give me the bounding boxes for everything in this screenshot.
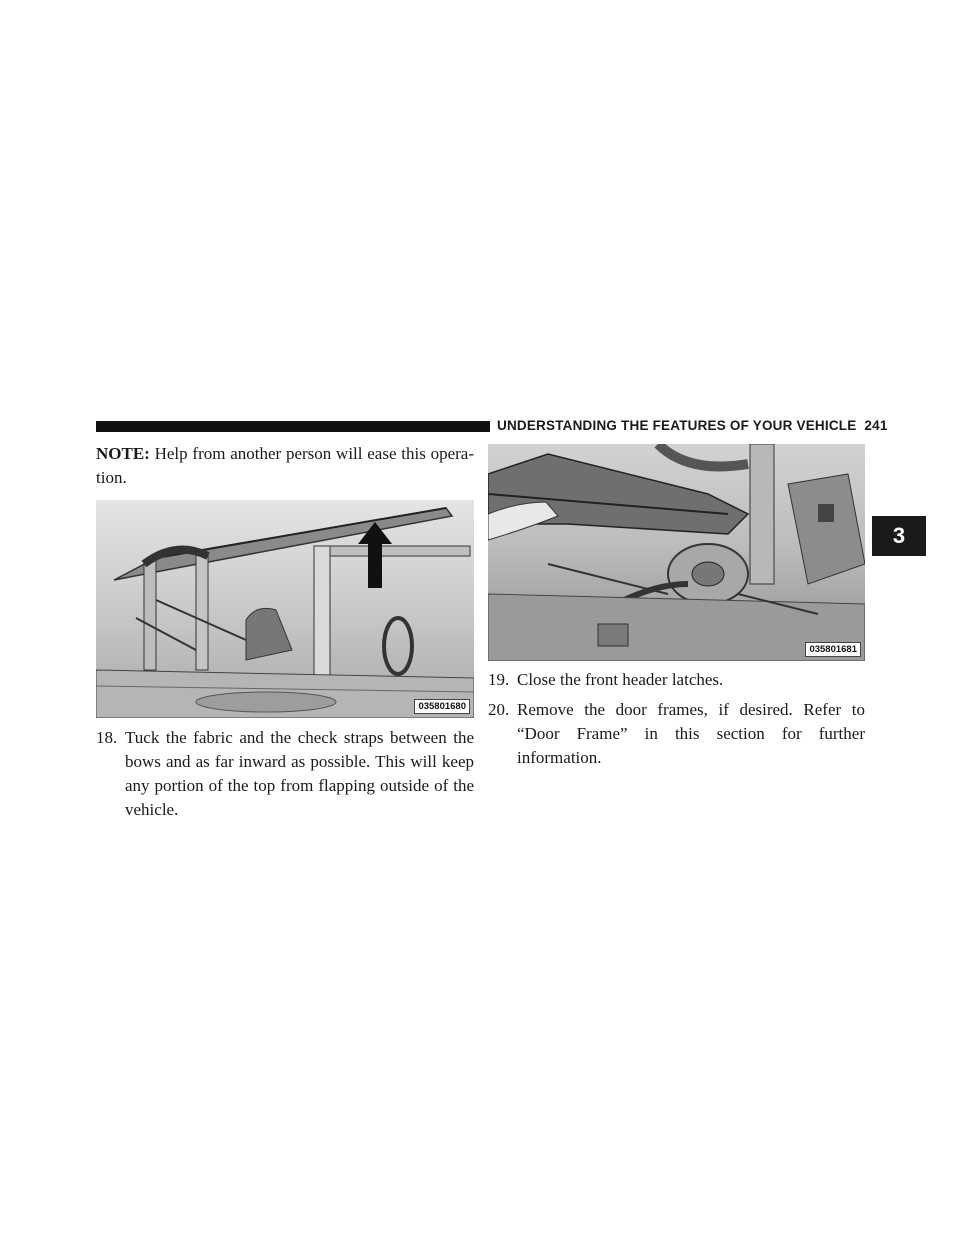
header-rule bbox=[96, 421, 490, 432]
fabric-tucked-art bbox=[488, 444, 865, 661]
step-number: 20. bbox=[488, 700, 510, 719]
step-text: Remove the door frames, if desired. Refer to “Door Frame” in this section for further information. bbox=[517, 700, 865, 767]
right-steps bbox=[488, 668, 865, 776]
fabric-tucked-illustration bbox=[488, 444, 865, 661]
chapter-tab: 3 bbox=[872, 516, 926, 556]
step-18 bbox=[96, 726, 474, 822]
note-text: Help from another person will ease this opera-tion. bbox=[96, 444, 475, 487]
figure-code: 035801680 bbox=[414, 699, 470, 714]
section-title: UNDERSTANDING THE FEATURES OF YOUR VEHICLE bbox=[497, 418, 857, 433]
note-paragraph bbox=[96, 442, 474, 490]
figure-code: 035801681 bbox=[805, 642, 861, 657]
step-text: Tuck the fabric and the check straps between the bows and as far inward as possible. This will keep any portion of the top from flapping outside of the vehicle. bbox=[125, 728, 474, 819]
note-label: NOTE: bbox=[96, 444, 150, 463]
left-steps bbox=[96, 726, 474, 828]
step-19 bbox=[488, 668, 865, 692]
left-column bbox=[96, 442, 474, 490]
step-20 bbox=[488, 698, 865, 770]
page-number: 241 bbox=[864, 418, 888, 433]
step-number: 18. bbox=[96, 728, 118, 747]
step-number: 19. bbox=[488, 670, 510, 689]
soft-top-folding-illustration bbox=[96, 500, 474, 718]
soft-top-illustration-art bbox=[96, 500, 474, 718]
step-text: Close the front header latches. bbox=[517, 670, 724, 689]
running-header bbox=[497, 418, 888, 433]
